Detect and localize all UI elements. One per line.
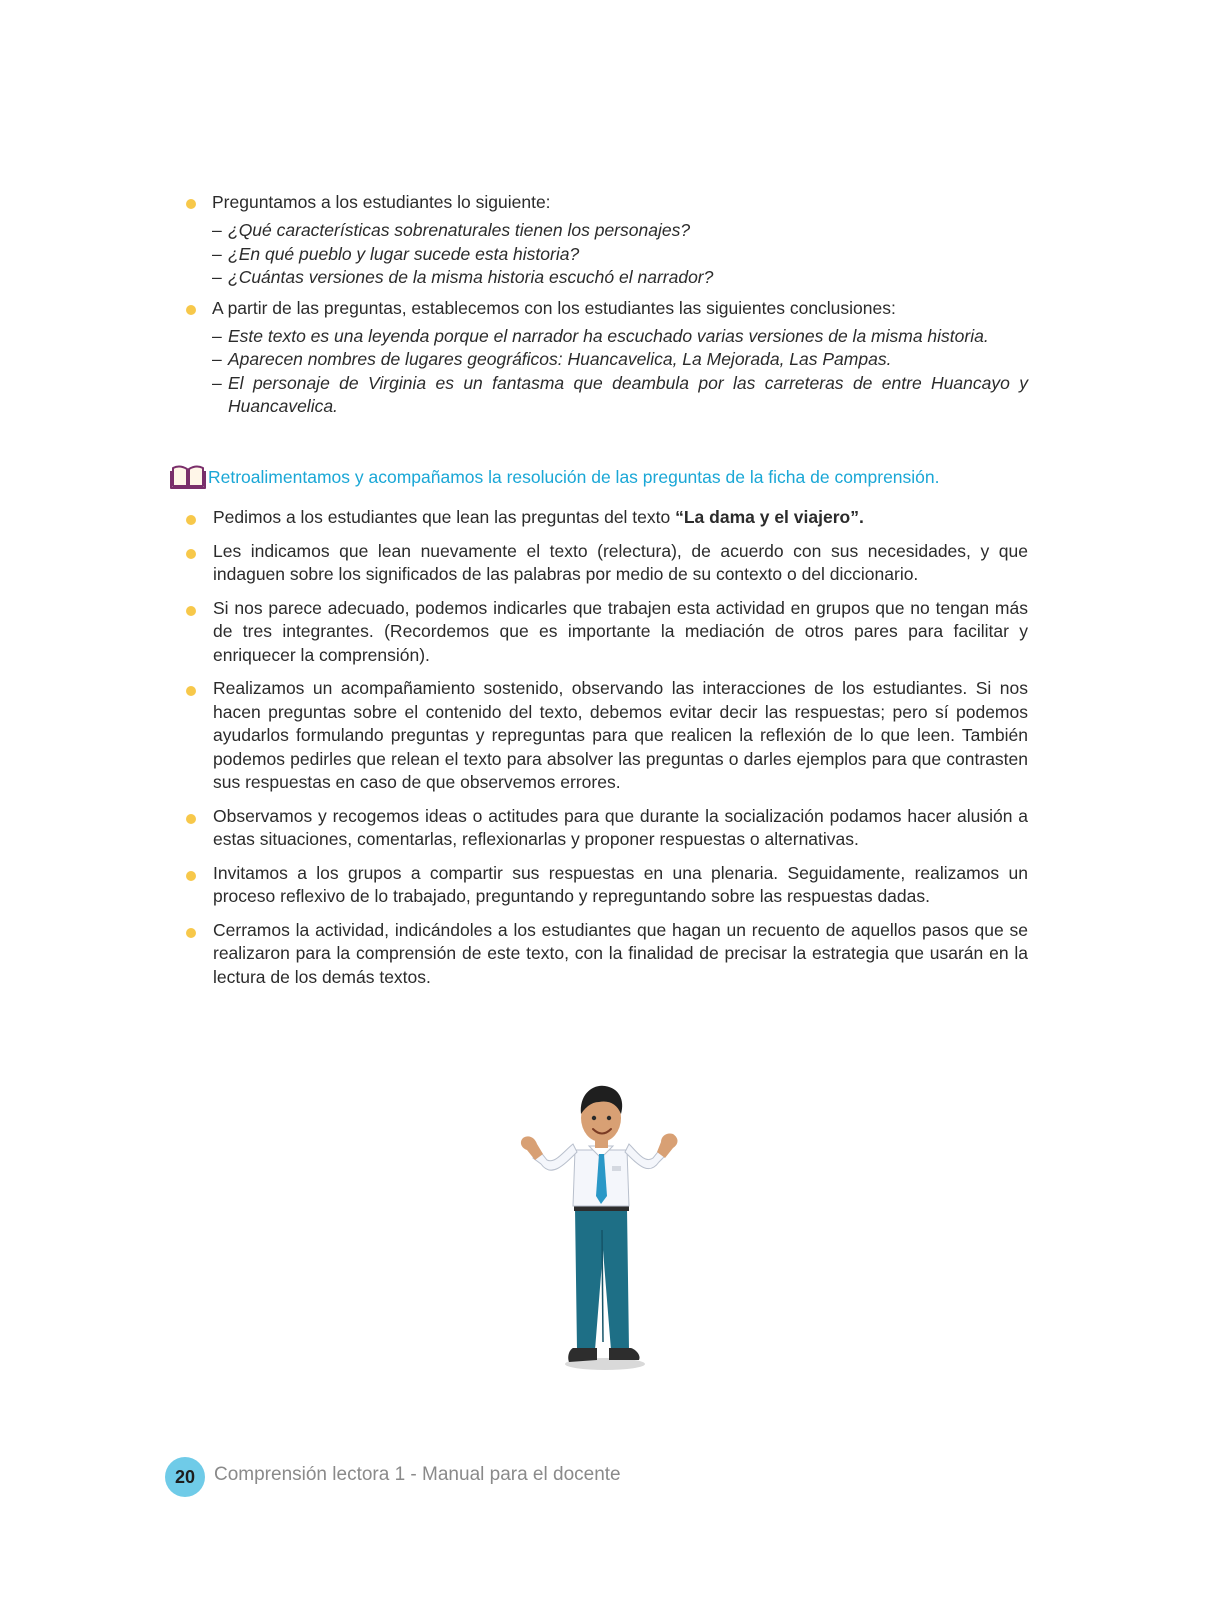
sub-list-item: – ¿Qué características sobrenaturales tienen los personajes? <box>212 220 691 240</box>
bullet-dot <box>186 515 196 525</box>
list-item <box>186 805 1028 852</box>
list-item <box>186 677 1028 795</box>
list-item <box>186 862 1028 909</box>
item-text: Cerramos la actividad, indicándoles a los estudiantes que hagan un recuento de aquellos pasos que se realizaron para la comprensión de este texto, con la finalidad de precisar la estrategia que usarán en la lectura de los demás textos. <box>213 919 1028 987</box>
list-item <box>186 190 1028 290</box>
page-number-badge: 20 <box>165 1457 205 1497</box>
sub-list <box>212 219 1028 290</box>
sub-item-text: ¿Qué características sobrenaturales tienen los personajes? <box>228 220 691 240</box>
footer-title: Comprensión lectora 1 - Manual para el docente <box>214 1464 621 1485</box>
teacher-illustration <box>515 1080 685 1380</box>
sub-item-text: ¿Cuántas versiones de la misma historia escuchó el narrador? <box>228 267 714 287</box>
sub-item-text: ¿En qué pueblo y lugar sucede esta historia? <box>228 243 580 264</box>
sub-list-item: – ¿Cuántas versiones de la misma historia escuchó el narrador? <box>212 267 714 287</box>
bullet-dot <box>186 549 196 559</box>
sub-list <box>212 325 1028 419</box>
retro-heading-text: Retroalimentamos y acompañamos la resolución de las preguntas de la ficha de comprensión. <box>208 467 940 487</box>
open-book-icon <box>170 464 206 490</box>
bullet-dot <box>186 686 196 696</box>
bullet-dot <box>186 199 196 209</box>
item-text: Si nos parece adecuado, podemos indicarles que trabajen esta actividad en grupos que no tengan más de tres integrantes. (Recordemos que es importante la mediación de otros pares para facilitar y enriquecer la comprensión). <box>213 597 1028 665</box>
retro-heading <box>170 464 1030 494</box>
bullet-dot <box>186 305 196 315</box>
bullet-dot <box>186 928 196 938</box>
story-title: “La dama y el viajero”. <box>675 507 864 527</box>
sub-item-text: El personaje de Virginia es un fantasma que deambula por las carreteras de entre Huancayo y Huancavelica. <box>228 372 1028 416</box>
item-text: Realizamos un acompañamiento sostenido, observando las interacciones de los estudiantes. Si nos hacen preguntas sobre el contenido del texto, debemos evitar decir las respuestas; pero sí podemos ayudarlos formulando preguntas y repreguntas para que realicen la reflexión de lo que leen. También podemos pedirles que relean el texto para absolver las preguntas o darles ejemplos para que contrasten sus respuestas en caso de que observemos errores. <box>213 678 1028 792</box>
bullet-dot <box>186 606 196 616</box>
sub-item-text: Aparecen nombres de lugares geográficos: Huancavelica, La Mejorada, Las Pampas. <box>228 349 892 369</box>
sub-list-item: – Aparecen nombres de lugares geográficos: Huancavelica, La Mejorada, Las Pampas. <box>212 349 892 369</box>
feedback-section <box>186 506 1028 999</box>
sub-list-item: – ¿En qué pueblo y lugar sucede esta historia? <box>212 243 580 264</box>
item-text: Invitamos a los grupos a compartir sus respuestas en una plenaria. Seguidamente, realizamos un proceso reflexivo de lo trabajado, preguntando y repreguntando sobre las respuestas dadas. <box>213 862 1028 906</box>
sub-list-item: – Este texto es una leyenda porque el narrador ha escuchado varias versiones de la misma historia. <box>212 325 989 346</box>
list-item <box>186 597 1028 668</box>
bullet-lead-text: Preguntamos a los estudiantes lo siguiente: <box>212 192 551 212</box>
list-item <box>186 296 1028 419</box>
sub-item-text: Este texto es una leyenda porque el narrador ha escuchado varias versiones de la misma historia. <box>228 325 989 346</box>
item-text: Les indicamos que lean nuevamente el texto (relectura), de acuerdo con sus necesidades, y que indaguen sobre los significados de las palabras por medio de su contexto o del diccionario. <box>213 540 1028 584</box>
item-text: Pedimos a los estudiantes que lean las preguntas del texto <box>213 507 676 527</box>
list-item <box>186 540 1028 587</box>
list-item <box>186 919 1028 990</box>
bullet-dot <box>186 814 196 824</box>
questions-section <box>186 190 1028 425</box>
bullet-lead-text: A partir de las preguntas, establecemos con los estudiantes las siguientes conclusiones: <box>212 297 896 318</box>
list-item <box>186 506 1028 530</box>
sub-list-item: – El personaje de Virginia es un fantasma que deambula por las carreteras de entre Huancayo y Huancavelica. <box>212 372 1028 416</box>
item-text: Observamos y recogemos ideas o actitudes para que durante la socialización podamos hacer alusión a estas situaciones, comentarlas, reflexionarlas y proponer respuestas o alternativas. <box>213 805 1028 849</box>
bullet-dot <box>186 871 196 881</box>
